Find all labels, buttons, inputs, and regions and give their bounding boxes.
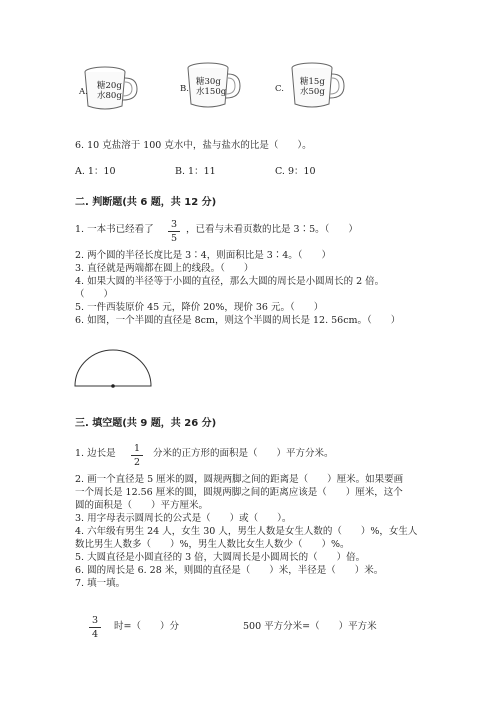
fill-q7: 7. 填一填。: [75, 578, 126, 589]
fraction-bar: [168, 231, 180, 232]
fraction-denominator: 2: [133, 457, 141, 468]
fill-q5: 5. 大圆直径是小圆直径的 3 倍，大圆周长是小圆周长的（ ）倍。: [75, 552, 366, 563]
option-c-water: 水50g: [300, 87, 325, 97]
fill-q2-line3: 圆的面积是（ ）平方厘米。: [75, 500, 209, 511]
fill-q1-post: 分米的正方形的面积是（ ）平方分米。: [153, 448, 334, 459]
fill-q3: 3. 用字母表示圆周长的公式是（ ）或（ ）。: [75, 513, 292, 524]
fraction-numerator: 3: [170, 219, 178, 230]
fraction-numerator: 1: [133, 443, 141, 454]
fill-q7-fraction: [88, 615, 102, 640]
fill-q7-item2: 500 平方分米=（ ）平方米: [243, 621, 377, 632]
judge-q6: 6. 如图，一个半圆的直径是 8cm，则这个半圆的周长是 12. 56cm。（ ）: [75, 315, 401, 326]
option-c-sugar: 糖15g: [300, 77, 325, 87]
option-a-sugar: 糖20g: [97, 81, 122, 91]
fraction-numerator: 3: [91, 615, 99, 626]
semicircle-figure: [73, 348, 153, 390]
fraction-denominator: 5: [170, 233, 178, 244]
option-b-label: B.: [180, 84, 189, 94]
judge-q1-post: ，已看与未看页数的比是 3∶5。（ ）: [186, 224, 358, 235]
judge-q2: 2. 两个圆的半径长度比是 3∶4，则面积比是 3∶4。（ ）: [75, 250, 332, 261]
judge-q4-line2: （ ）: [75, 289, 114, 300]
fill-q2-line1: 2. 画一个直径是 5 厘米的圆，圆规两脚之间的距离是（ ）厘米。如果要画: [75, 474, 404, 485]
fraction-bar: [89, 627, 101, 628]
q6-option-c: C. 9：10: [275, 166, 316, 177]
option-b-water: 水150g: [196, 87, 227, 97]
fill-q6: 6. 圆的周长是 6. 28 米，则圆的直径是（ ）米，半径是（ ）米。: [75, 565, 384, 576]
fill-q7-item1: 时=（ ）分: [114, 621, 179, 632]
fill-q4-line2: 数比男生人数多（ ）%，男生人数比女生人数少（ ）%。: [75, 539, 350, 550]
fraction-bar: [131, 455, 143, 456]
q6-stem: 6. 10 克盐溶于 100 克水中，盐与盐水的比是（ ）。: [75, 140, 312, 151]
judge-q3: 3. 直径就是两端都在圆上的线段。（ ）: [75, 263, 254, 274]
fill-q2-line2: 一个周长是 12.56 厘米的圆，圆规两脚之间的距离应该是（ ）厘米，这个: [75, 487, 403, 498]
section-2-title: 二. 判断题(共 6 题，共 12 分): [75, 197, 217, 208]
judge-q1-fraction: [167, 219, 181, 244]
option-b-sugar: 糖30g: [196, 77, 221, 87]
q6-option-b: B. 1：11: [175, 166, 216, 177]
option-c-label: C.: [275, 84, 284, 94]
judge-q1-pre: 1. 一本书已经看了: [75, 224, 154, 235]
fill-q1-pre: 1. 边长是: [75, 448, 116, 459]
judge-q4-line1: 4. 如果大圆的半径等于小圆的直径，那么大圆的周长是小圆周长的 2 倍。: [75, 276, 385, 287]
fill-q4-line1: 4. 六年级有男生 24 人，女生 30 人，男生人数是女生人数的（ ）%，女生人: [75, 526, 418, 537]
fill-q1-fraction: [130, 443, 144, 468]
option-a-water: 水80g: [97, 91, 122, 101]
q6-option-a: A. 1：10: [75, 166, 116, 177]
section-3-title: 三. 填空题(共 9 题，共 26 分): [75, 418, 217, 429]
fraction-denominator: 4: [91, 629, 99, 640]
option-a-label: A.: [79, 87, 88, 97]
judge-q5: 5. 一件西装原价 45 元，降价 20%，现价 36 元。（ ）: [75, 302, 324, 313]
